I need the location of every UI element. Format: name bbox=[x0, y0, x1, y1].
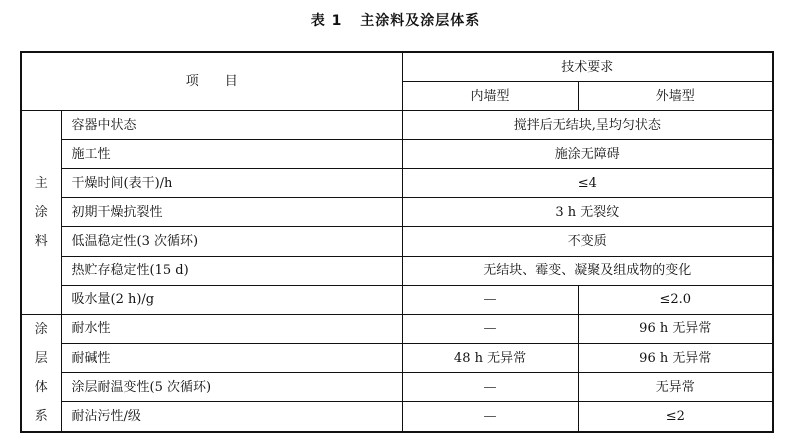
row-exterior: ≤2 bbox=[578, 402, 773, 432]
group-char: 主 bbox=[34, 175, 48, 191]
row-value: 无结块、霉变、凝聚及组成物的变化 bbox=[402, 256, 773, 285]
row-name: 热贮存稳定性(15 d) bbox=[61, 256, 402, 285]
table-row bbox=[21, 140, 773, 169]
row-name: 涂层耐温变性(5 次循环) bbox=[61, 373, 402, 402]
row-interior: — bbox=[402, 285, 578, 314]
row-name: 耐沾污性/级 bbox=[61, 402, 402, 432]
group-char: 系 bbox=[34, 408, 48, 424]
table-caption: 主涂料及涂层体系 bbox=[360, 13, 481, 29]
row-name: 耐水性 bbox=[61, 314, 402, 343]
row-value: 3 h 无裂纹 bbox=[402, 198, 773, 227]
group-char: 料 bbox=[34, 233, 48, 249]
table-row bbox=[21, 227, 773, 256]
row-name: 施工性 bbox=[61, 140, 402, 169]
table-row bbox=[21, 256, 773, 285]
row-exterior: ≤2.0 bbox=[578, 285, 773, 314]
table-row bbox=[21, 314, 773, 343]
group-char: 涂 bbox=[34, 204, 48, 220]
row-name: 初期干燥抗裂性 bbox=[61, 198, 402, 227]
table-row bbox=[21, 373, 773, 402]
row-interior: — bbox=[402, 373, 578, 402]
requirements-table bbox=[20, 51, 774, 433]
row-interior: 48 h 无异常 bbox=[402, 343, 578, 372]
row-value: 施涂无障碍 bbox=[402, 140, 773, 169]
header-tech-requirements: 技术要求 bbox=[402, 52, 773, 82]
row-name: 耐碱性 bbox=[61, 343, 402, 372]
group-char: 层 bbox=[34, 350, 48, 366]
group-char: 涂 bbox=[34, 321, 48, 337]
header-item: 项 目 bbox=[21, 52, 402, 111]
table-title bbox=[0, 10, 791, 30]
table-row bbox=[21, 169, 773, 198]
row-interior: — bbox=[402, 402, 578, 432]
row-interior: — bbox=[402, 314, 578, 343]
header-interior: 内墙型 bbox=[402, 82, 578, 111]
table-row bbox=[21, 198, 773, 227]
row-name: 吸水量(2 h)/g bbox=[61, 285, 402, 314]
header-exterior: 外墙型 bbox=[578, 82, 773, 111]
row-name: 低温稳定性(3 次循环) bbox=[61, 227, 402, 256]
table-number: 表 1 bbox=[310, 13, 343, 29]
row-exterior: 96 h 无异常 bbox=[578, 343, 773, 372]
group-char: 体 bbox=[34, 379, 48, 395]
table-row bbox=[21, 285, 773, 314]
group-main-coating bbox=[21, 111, 61, 315]
row-name: 容器中状态 bbox=[61, 111, 402, 140]
row-name: 干燥时间(表干)/h bbox=[61, 169, 402, 198]
group-coating-system bbox=[21, 314, 61, 432]
row-value: 搅拌后无结块,呈均匀状态 bbox=[402, 111, 773, 140]
row-exterior: 96 h 无异常 bbox=[578, 314, 773, 343]
table-row bbox=[21, 343, 773, 372]
table-row bbox=[21, 402, 773, 432]
table-row bbox=[21, 111, 773, 140]
row-value: 不变质 bbox=[402, 227, 773, 256]
row-exterior: 无异常 bbox=[578, 373, 773, 402]
row-value: ≤4 bbox=[402, 169, 773, 198]
